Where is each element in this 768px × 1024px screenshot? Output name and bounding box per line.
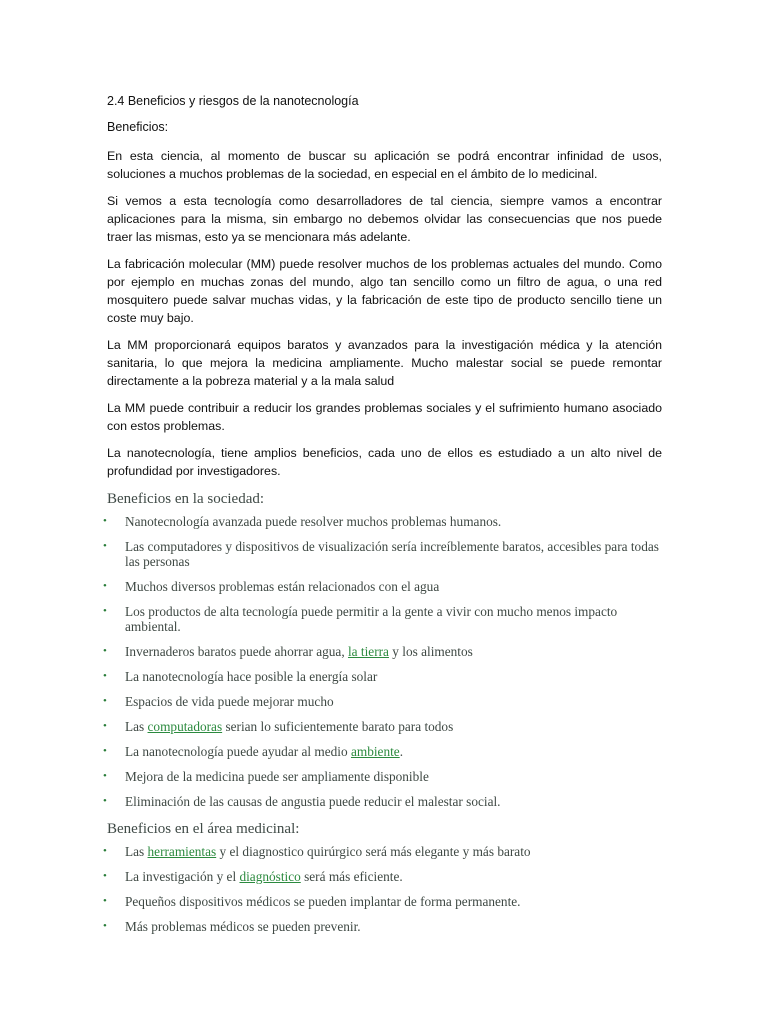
- list-item-text: Pequeños dispositivos médicos se pueden implantar de forma permanente.: [125, 894, 521, 909]
- paragraph: Si vemos a esta tecnología como desarrolladores de tal ciencia, siempre vamos a encontrar aplicaciones para la misma, sin embargo no debemos olvidar las consecuencias que nos puede traer las mismas, esto ya se mencionara más adelante.: [107, 194, 662, 244]
- list-item-text: Los productos de alta tecnología puede permitir a la gente a vivir con mucho menos impacto ambiental.: [125, 604, 618, 634]
- list-item: [103, 769, 662, 784]
- inline-link[interactable]: herramientas: [147, 844, 217, 859]
- list-item-text: serian lo suficientemente barato para todos: [222, 719, 454, 734]
- list-item-text: Las computadores y dispositivos de visualización sería increíblemente baratos, accesibles para todas las personas: [125, 539, 659, 569]
- list-item: [103, 694, 662, 709]
- list-item: [103, 744, 662, 759]
- society-heading: Beneficios en la sociedad:: [107, 491, 265, 507]
- list-item-text: .: [399, 744, 404, 759]
- bullet-icon: •: [103, 605, 107, 617]
- list-item-text: Las: [125, 844, 148, 859]
- bullet-icon: •: [103, 645, 107, 657]
- benefits-subheading: Beneficios:: [107, 120, 169, 134]
- inline-link[interactable]: la tierra: [347, 644, 389, 659]
- section-title: 2.4 Beneficios y riesgos de la nanotecnología: [107, 94, 359, 108]
- bullet-icon: •: [103, 540, 107, 552]
- list-item-text: La nanotecnología puede ayudar al medio: [125, 744, 351, 759]
- list-item: [103, 869, 662, 884]
- list-item-text: Invernaderos baratos puede ahorrar agua,: [125, 644, 348, 659]
- list-item: [103, 604, 662, 634]
- bullet-icon: •: [103, 895, 107, 907]
- list-item-text: Las: [125, 719, 148, 734]
- list-item-text: Muchos diversos problemas están relacionados con el agua: [125, 579, 440, 594]
- list-item: [103, 919, 662, 934]
- list-item-text: Eliminación de las causas de angustia puede reducir el malestar social.: [125, 794, 501, 809]
- list-item-text: La investigación y el: [125, 869, 240, 884]
- bullet-icon: •: [103, 795, 107, 807]
- list-item: [103, 669, 662, 684]
- medical-heading: Beneficios en el área medicinal:: [107, 821, 300, 837]
- bullet-icon: •: [103, 870, 107, 882]
- list-item-text: será más eficiente.: [300, 869, 403, 884]
- bullet-icon: •: [103, 920, 107, 932]
- list-item: [103, 644, 662, 659]
- list-item-text: Nanotecnología avanzada puede resolver muchos problemas humanos.: [125, 514, 502, 529]
- list-item-text: y el diagnostico quirúrgico será más elegante y más barato: [216, 844, 531, 859]
- inline-link[interactable]: diagnóstico: [239, 869, 301, 884]
- bullet-icon: •: [103, 720, 107, 732]
- paragraph: La MM puede contribuir a reducir los grandes problemas sociales y el sufrimiento humano asociado con estos problemas.: [107, 401, 662, 433]
- paragraph: La nanotecnología, tiene amplios beneficios, cada uno de ellos es estudiado a un alto nivel de profundidad por investigadores.: [107, 446, 662, 478]
- list-item: [103, 514, 662, 529]
- list-item-text: Espacios de vida puede mejorar mucho: [125, 694, 334, 709]
- list-item-text: La nanotecnología hace posible la energía solar: [125, 669, 378, 684]
- paragraph: La fabricación molecular (MM) puede resolver muchos de los problemas actuales del mundo. Como por ejemplo en muchas zonas del mundo, algo tan sencillo como un filtro de agua, o una red mosquitero puede salvar muchas vidas, y la fabricación de este tipo de producto sencillo tiene un coste muy bajo.: [107, 257, 662, 325]
- list-item: [103, 539, 662, 569]
- list-item-text: Más problemas médicos se pueden prevenir.: [125, 919, 361, 934]
- bullet-icon: •: [103, 695, 107, 707]
- society-benefits-list: [103, 514, 662, 809]
- paragraph: En esta ciencia, al momento de buscar su aplicación se podrá encontrar infinidad de usos, soluciones a muchos problemas de la sociedad, en especial en el ámbito de lo medicinal.: [107, 149, 662, 181]
- inline-link[interactable]: computadoras: [147, 719, 223, 734]
- medical-benefits-list: [103, 844, 662, 934]
- bullet-icon: •: [103, 745, 107, 757]
- list-item: [103, 719, 662, 734]
- bullet-icon: •: [103, 845, 107, 857]
- bullet-icon: •: [103, 515, 107, 527]
- bullet-icon: •: [103, 770, 107, 782]
- list-item: [103, 579, 662, 594]
- list-item-text: y los alimentos: [388, 644, 473, 659]
- bullet-icon: •: [103, 670, 107, 682]
- bullet-icon: •: [103, 580, 107, 592]
- paragraph: La MM proporcionará equipos baratos y avanzados para la investigación médica y la atención sanitaria, lo que mejora la medicina ampliamente. Mucho malestar social se puede remontar directamente a la pobreza material y a la mala salud: [107, 338, 662, 388]
- inline-link[interactable]: ambiente: [350, 744, 400, 759]
- list-item: [103, 844, 662, 859]
- list-item-text: Mejora de la medicina puede ser ampliamente disponible: [125, 769, 429, 784]
- list-item: [103, 894, 662, 909]
- list-item: [103, 794, 662, 809]
- document-page: [103, 93, 662, 944]
